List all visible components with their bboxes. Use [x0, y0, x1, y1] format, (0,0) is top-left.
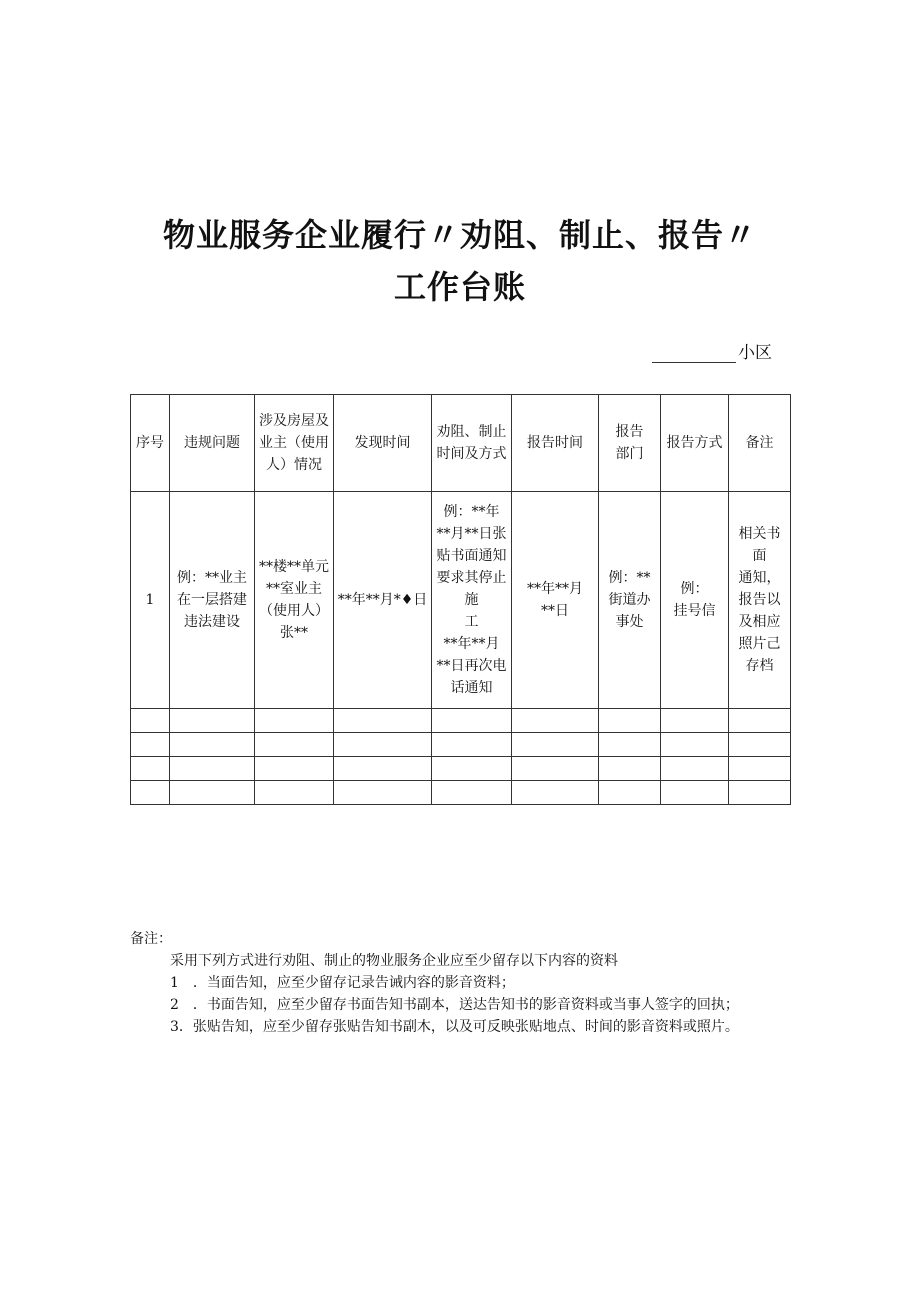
- table-row: [131, 492, 791, 709]
- header-remarks: 备注: [729, 395, 791, 492]
- empty-cell[interactable]: [170, 709, 255, 733]
- cell-report-time: **年**月 **日: [512, 492, 599, 709]
- empty-cell[interactable]: [255, 709, 334, 733]
- cell-report-department: 例：** 街道办 事处: [599, 492, 661, 709]
- notes-intro: 采用下列方式进行劝阻、制止的物业服务企业应至少留存以下内容的资料: [170, 953, 618, 969]
- empty-table-row: [131, 781, 791, 805]
- empty-cell[interactable]: [599, 709, 661, 733]
- empty-cell[interactable]: [334, 709, 432, 733]
- empty-cell[interactable]: [512, 757, 599, 781]
- notes-section: [130, 928, 775, 1038]
- header-report-department: 报告 部门: [599, 395, 661, 492]
- table-header-row: [131, 395, 791, 492]
- header-dissuasion-method: 劝阻、制止 时间及方式: [432, 395, 512, 492]
- header-index: 序号: [131, 395, 170, 492]
- cell-remarks: 相关书 面 通知， 报告以 及相应 照片己 存档: [729, 492, 791, 709]
- empty-cell[interactable]: [599, 757, 661, 781]
- empty-cell[interactable]: [729, 733, 791, 757]
- empty-cell[interactable]: [661, 781, 729, 805]
- page-title: 物业服务企业履行〃劝阻、制止、报告〃: [162, 216, 757, 254]
- community-name-blank: [652, 344, 736, 363]
- cell-owner-info: **楼**单元 **室业主 （使用人） 张**: [255, 492, 334, 709]
- empty-cell[interactable]: [131, 709, 170, 733]
- community-field: [652, 338, 772, 363]
- empty-cell[interactable]: [432, 733, 512, 757]
- empty-table-row: [131, 757, 791, 781]
- header-discovery-time: 发现时间: [334, 395, 432, 492]
- empty-cell[interactable]: [512, 733, 599, 757]
- notes-item: 1 ．当面告知，应至少留存记录告诫内容的影音资料；: [170, 975, 515, 991]
- empty-cell[interactable]: [131, 733, 170, 757]
- page-subtitle: 工作台账: [393, 268, 526, 306]
- cell-index: 1: [131, 492, 170, 709]
- community-suffix: 小区: [738, 343, 772, 363]
- empty-cell[interactable]: [432, 709, 512, 733]
- empty-cell[interactable]: [432, 757, 512, 781]
- empty-table-row: [131, 733, 791, 757]
- empty-cell[interactable]: [729, 709, 791, 733]
- empty-cell[interactable]: [512, 709, 599, 733]
- notes-item: 3．张贴告知，应至少留存张贴告知书副木，以及可反映张贴地点、时间的影音资料或照片。: [170, 1019, 739, 1035]
- empty-table-row: [131, 709, 791, 733]
- empty-cell[interactable]: [255, 781, 334, 805]
- empty-cell[interactable]: [661, 757, 729, 781]
- empty-cell[interactable]: [131, 757, 170, 781]
- ledger-table: [130, 394, 791, 805]
- empty-cell[interactable]: [334, 781, 432, 805]
- empty-cell[interactable]: [255, 757, 334, 781]
- empty-cell[interactable]: [334, 757, 432, 781]
- empty-cell[interactable]: [432, 781, 512, 805]
- empty-cell[interactable]: [729, 757, 791, 781]
- header-report-time: 报告时间: [512, 395, 599, 492]
- empty-cell[interactable]: [170, 757, 255, 781]
- empty-cell[interactable]: [661, 709, 729, 733]
- empty-cell[interactable]: [599, 733, 661, 757]
- empty-cell[interactable]: [599, 781, 661, 805]
- empty-cell[interactable]: [661, 733, 729, 757]
- empty-cell[interactable]: [334, 733, 432, 757]
- empty-cell[interactable]: [170, 781, 255, 805]
- header-report-method: 报告方式: [661, 395, 729, 492]
- empty-cell[interactable]: [170, 733, 255, 757]
- empty-cell[interactable]: [255, 733, 334, 757]
- empty-cell[interactable]: [512, 781, 599, 805]
- cell-discovery-time: **年**月*♦日: [334, 492, 432, 709]
- cell-violation: 例：**业主 在一层搭建 违法建设: [170, 492, 255, 709]
- notes-label: 备注：: [130, 931, 172, 947]
- empty-cell[interactable]: [729, 781, 791, 805]
- header-violation: 违规问题: [170, 395, 255, 492]
- cell-dissuasion-method: 例：**年 **月**日张 贴书面通知 要求其停止 施 工 **年**月 **日再次电 话通知: [432, 492, 512, 709]
- empty-cell[interactable]: [131, 781, 170, 805]
- header-owner-info: 涉及房屋及 业主（使用 人）情况: [255, 395, 334, 492]
- notes-item: 2 ．书面告知，应至少留存书面告知书副本，送达告知书的影音资料或当事人签字的回执；: [170, 997, 739, 1013]
- cell-report-method: 例： 挂号信: [661, 492, 729, 709]
